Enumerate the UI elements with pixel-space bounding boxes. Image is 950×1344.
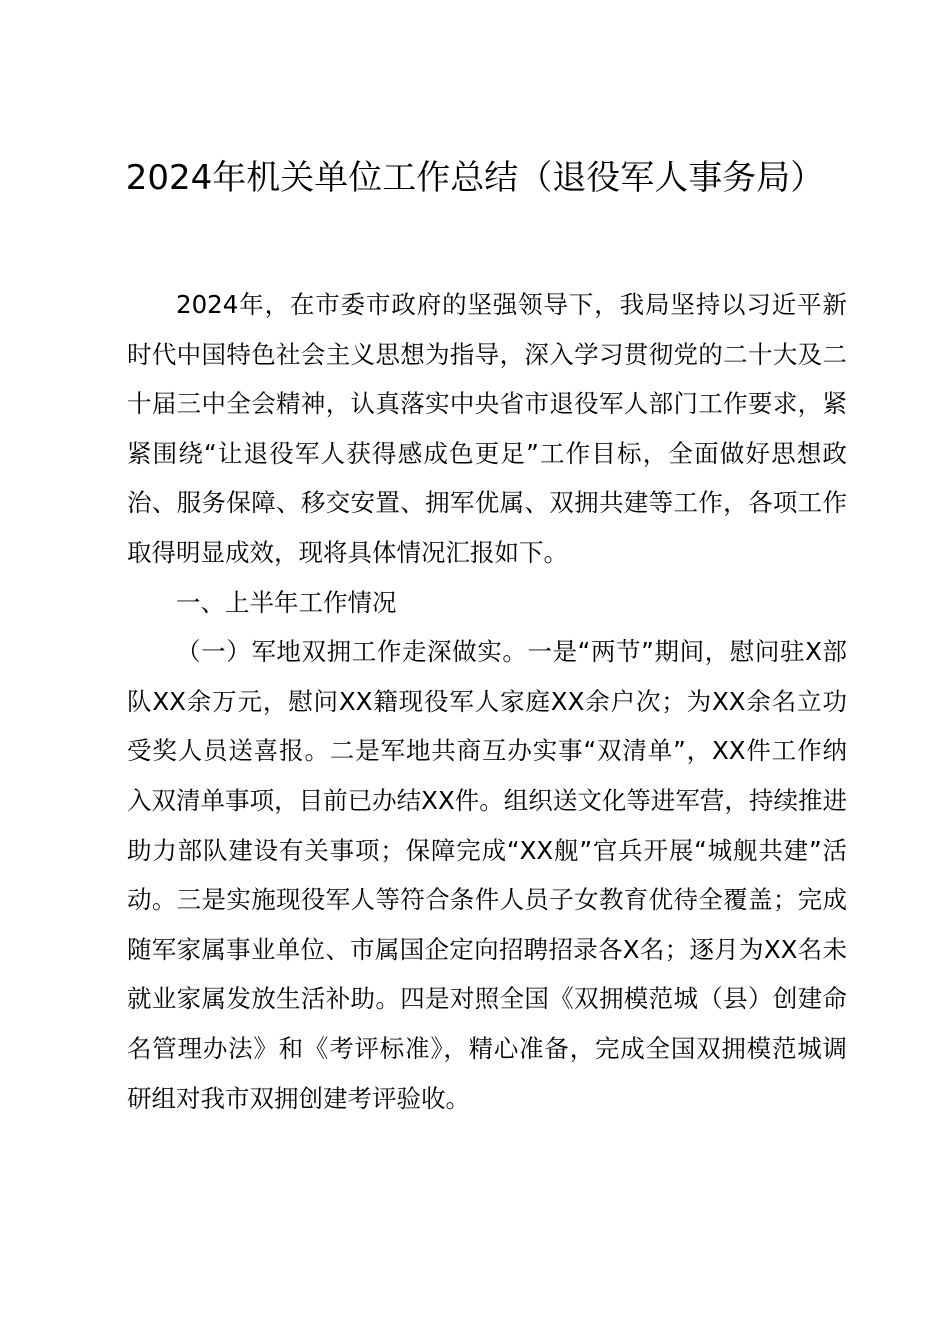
document-title: 2024年机关单位工作总结（退役军人事务局） xyxy=(125,158,825,198)
section-paragraph: （一）军地双拥工作走深做实。一是“两节”期间，慰问驻X部队XX余万元，慰问XX籍现役军人家庭XX余户次；为XX余名立功受奖人员送喜报。二是军地共商互办实事“双清单”，XX件工作纳入双清单事项，目前已办结XX件。组织送文化等进军营，持续推进助力部队建设有关事项；保障完成“XX舰”官兵开展“城舰共建”活动。三是实施现役军人等符合条件人员子女教育优待全覆盖；完成随军家属事业单位、市属国企定向招聘招录各X名；逐月为XX名未就业家属发放生活补助。四是对照全国《双拥模范城（县）创建命名管理办法》和《考评标准》，精心准备，完成全国双拥模范城调研组对我市双拥创建考评验收。 xyxy=(127,637,847,1113)
intro-paragraph: 2024年，在市委市政府的坚强领导下，我局坚持以习近平新时代中国特色社会主义思想为指导，深入学习贯彻党的二十大及二十届三中全会精神，认真落实中央省市退役军人部门工作要求，紧紧围绕“让退役军人获得感成色更足”工作目标，全面做好思想政治、服务保障、移交安置、拥军优属、双拥共建等工作，各项工作取得明显成效，现将具体情况汇报如下。 xyxy=(127,290,847,567)
section-heading: 一、上半年工作情况 xyxy=(176,587,397,617)
document-body xyxy=(127,280,847,1123)
